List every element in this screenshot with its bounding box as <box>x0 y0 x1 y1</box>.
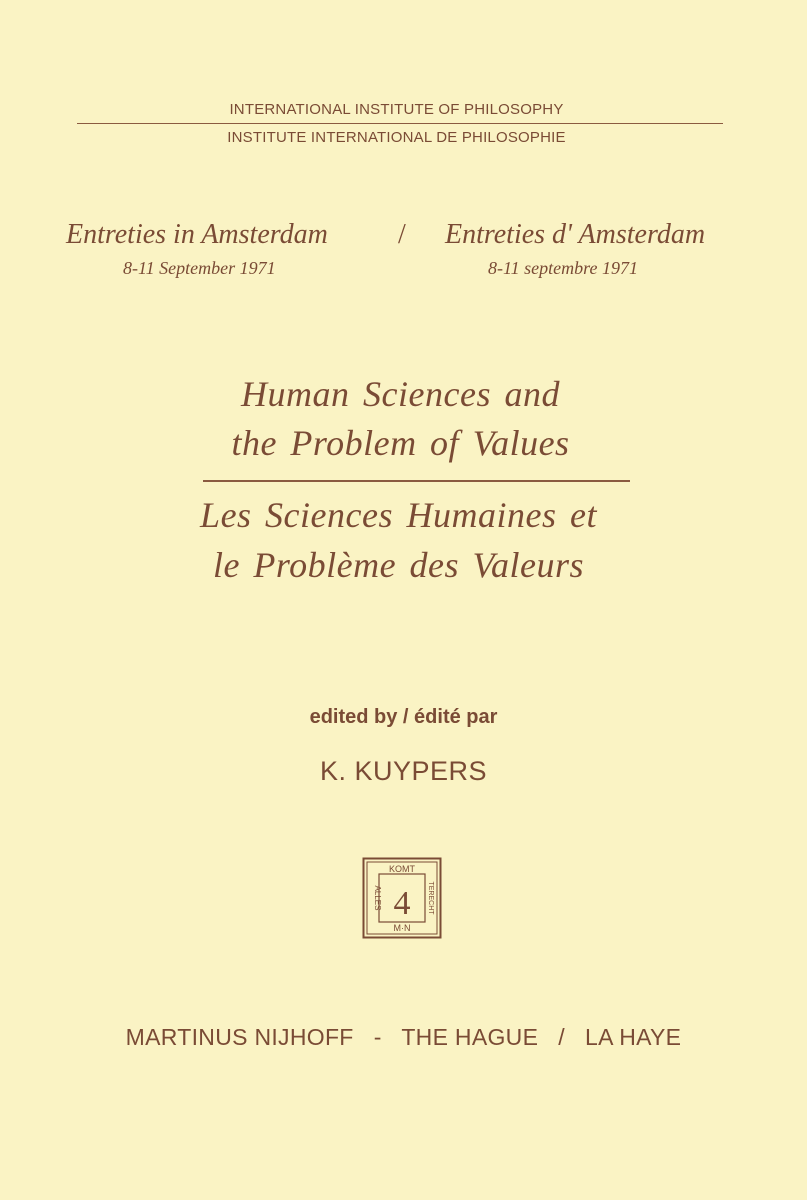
entreties-title-en: Entreties in Amsterdam <box>66 219 328 250</box>
title-divider <box>203 480 630 482</box>
book-title-fr-line1: Les Sciences Humaines et <box>200 495 597 535</box>
emblem-bottom-text: M·N <box>393 923 411 933</box>
emblem-center-text: 4 <box>393 885 411 922</box>
emblem-left-text: ALLES <box>373 885 382 911</box>
entreties-date-fr: 8-11 septembre 1971 <box>488 258 638 278</box>
book-title-en-line2: the Problem of Values <box>231 423 570 463</box>
emblem-top-text: KOMT <box>389 864 415 874</box>
book-title-fr-line2: le Problème des Valeurs <box>212 545 585 585</box>
entreties-title-fr: Entreties d' Amsterdam <box>445 219 706 250</box>
publisher-imprint: MARTINUS NIJHOFF - THE HAGUE / LA HAYE <box>125 1024 682 1050</box>
institute-name-fr: INSTITUTE INTERNATIONAL DE PHILOSOPHIE <box>227 129 566 146</box>
entreties-date-en: 8-11 September 1971 <box>123 258 276 278</box>
book-title-en-line1: Human Sciences and <box>241 374 560 414</box>
emblem-right-text: TERECHT <box>427 881 434 915</box>
edited-by-label: edited by / édité par <box>309 706 498 728</box>
editor-name: K. KUYPERS <box>319 756 488 786</box>
publisher-emblem-icon <box>362 857 442 939</box>
entreties-separator: / <box>398 219 406 250</box>
institute-name-en: INTERNATIONAL INSTITUTE OF PHILOSOPHY <box>229 101 564 118</box>
header-divider <box>77 123 723 124</box>
